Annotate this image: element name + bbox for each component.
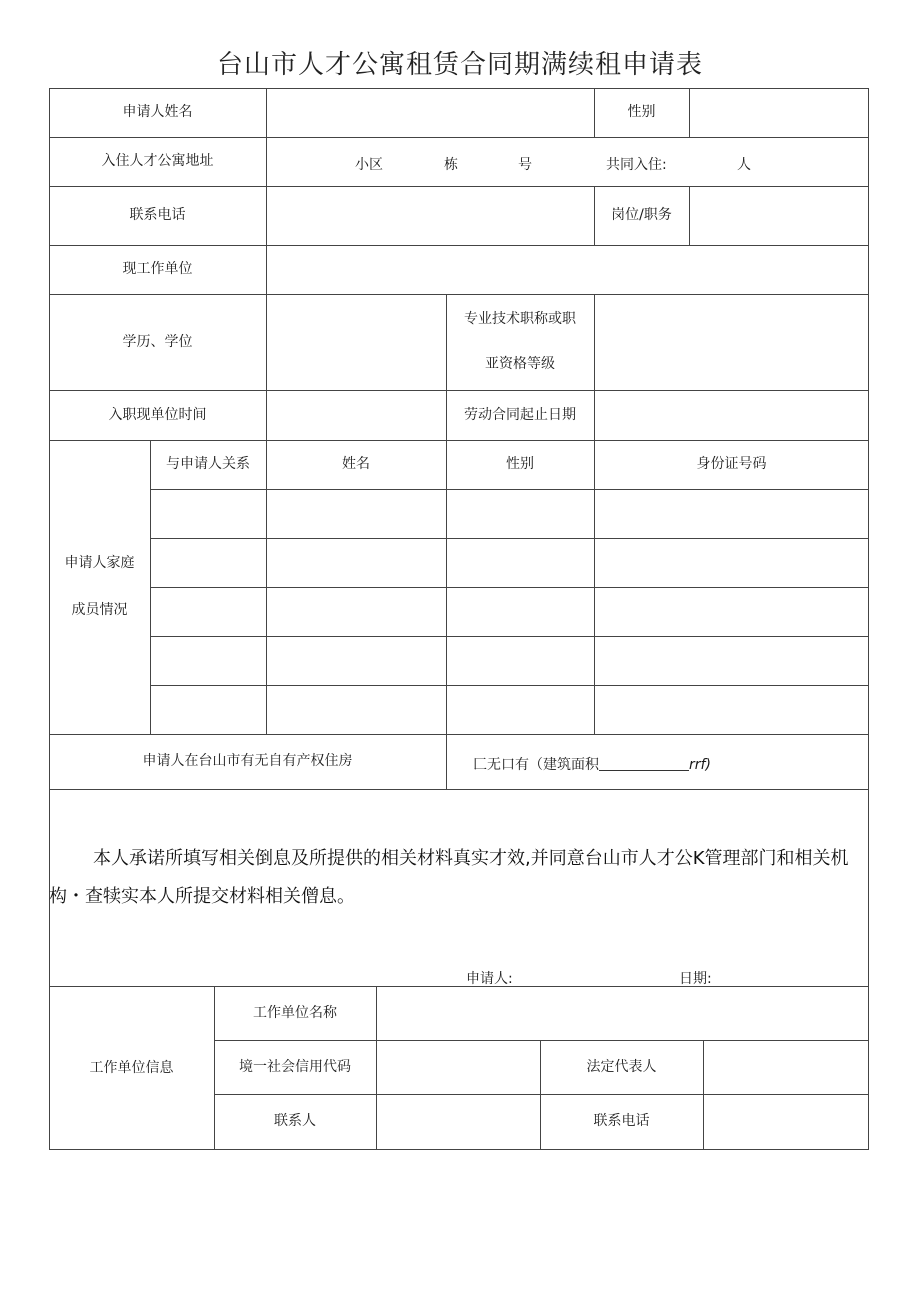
address-number-text: 号 — [518, 157, 532, 173]
phone-label: 联系电话 — [129, 207, 186, 224]
family-col-gender: 性别 — [506, 456, 534, 473]
pledge-date-label: 日期: — [679, 971, 712, 987]
professional-title-label-line1: 专业技术职称或职 — [464, 311, 576, 328]
credit-code-label: 境一社会信用代码 — [239, 1058, 351, 1075]
family-row-gender[interactable] — [447, 539, 594, 587]
family-row-gender[interactable] — [447, 637, 594, 685]
hire-date-field[interactable] — [267, 391, 446, 440]
contact-phone-label: 联系电话 — [593, 1113, 650, 1130]
family-row-id-number[interactable] — [595, 588, 868, 636]
family-row-name[interactable] — [267, 490, 446, 538]
family-row-gender[interactable] — [447, 490, 594, 538]
housing-area-blank[interactable] — [599, 756, 689, 771]
credit-code-field[interactable] — [377, 1041, 540, 1094]
contact-phone-field[interactable] — [704, 1095, 868, 1149]
employer-info-label: 工作单位信息 — [89, 1059, 174, 1076]
family-row-gender[interactable] — [447, 686, 594, 734]
applicant-name-field[interactable] — [267, 89, 594, 137]
family-row-relationship[interactable] — [151, 637, 266, 685]
family-row-relationship[interactable] — [151, 686, 266, 734]
family-row-name[interactable] — [267, 539, 446, 587]
family-row-name[interactable] — [267, 637, 446, 685]
housing-options[interactable] — [473, 754, 711, 774]
gender-label: 性别 — [627, 104, 656, 121]
family-section-label — [49, 440, 150, 734]
family-row-id-number[interactable] — [595, 539, 868, 587]
contact-person-field[interactable] — [377, 1095, 540, 1149]
employer-field[interactable] — [267, 246, 868, 294]
row-divider — [49, 789, 869, 790]
hire-date-label: 入职现单位时间 — [108, 406, 207, 423]
contact-person-label: 联系人 — [274, 1113, 316, 1130]
professional-title-label — [446, 294, 594, 390]
position-field[interactable] — [690, 187, 868, 245]
family-row-relationship[interactable] — [151, 539, 266, 587]
form-title: 台山市人才公寓租赁合同期满续租申请表 — [216, 50, 703, 80]
address-label: 入住人才公寓地址 — [101, 153, 214, 170]
address-building-text: 栋 — [444, 157, 458, 173]
employer-label: 现工作单位 — [122, 261, 193, 278]
gender-field[interactable] — [690, 89, 868, 137]
phone-field[interactable] — [267, 187, 594, 245]
legal-rep-label: 法定代表人 — [586, 1058, 657, 1075]
application-form — [49, 88, 869, 1150]
family-row-relationship[interactable] — [151, 588, 266, 636]
family-col-name: 姓名 — [342, 456, 370, 473]
employer-name-label: 工作单位名称 — [253, 1004, 337, 1021]
family-col-relationship: 与申请人关系 — [166, 456, 250, 473]
housing-label: 申请人在台山市有无自有产权住房 — [142, 753, 353, 770]
family-row-name[interactable] — [267, 686, 446, 734]
education-field[interactable] — [267, 295, 446, 390]
housing-options-text: 匚无口有（建筑面积 — [473, 757, 599, 773]
professional-title-label-line2: 亚资格等级 — [485, 356, 555, 372]
professional-title-field[interactable] — [595, 295, 868, 390]
family-row-name[interactable] — [267, 588, 446, 636]
family-section-label-line1: 申请人家庭 — [64, 555, 135, 572]
pledge-applicant-label: 申请人: — [466, 971, 513, 987]
family-section-label-line2: 成员情况 — [71, 602, 128, 618]
cohabit-label: 共同入住: — [606, 157, 667, 173]
family-col-id-number: 身份证号码 — [696, 456, 767, 473]
position-label: 岗位/职务 — [611, 207, 672, 224]
education-label: 学历、学位 — [122, 333, 193, 350]
housing-area-unit: rrf) — [689, 757, 711, 773]
col-divider — [446, 734, 447, 789]
cohabit-unit-text: 人 — [737, 157, 751, 173]
family-row-id-number[interactable] — [595, 686, 868, 734]
family-row-relationship[interactable] — [151, 490, 266, 538]
pledge-text: 本人承诺所填写相关倒息及所提供的相关材料真实才效,并同意台山市人才公K管理部门和相关机构・查犊实本人所提交材料相关僧息。 — [49, 848, 849, 907]
address-community-text: 小区 — [355, 157, 383, 173]
applicant-name-label: 申请人姓名 — [122, 104, 193, 121]
family-row-id-number[interactable] — [595, 637, 868, 685]
contract-dates-field[interactable] — [595, 391, 868, 440]
employer-name-field[interactable] — [377, 987, 868, 1040]
contract-dates-label: 劳动合同起止日期 — [464, 406, 576, 423]
border-right — [868, 88, 869, 1150]
legal-rep-field[interactable] — [704, 1041, 868, 1094]
family-row-id-number[interactable] — [595, 490, 868, 538]
family-row-gender[interactable] — [447, 588, 594, 636]
